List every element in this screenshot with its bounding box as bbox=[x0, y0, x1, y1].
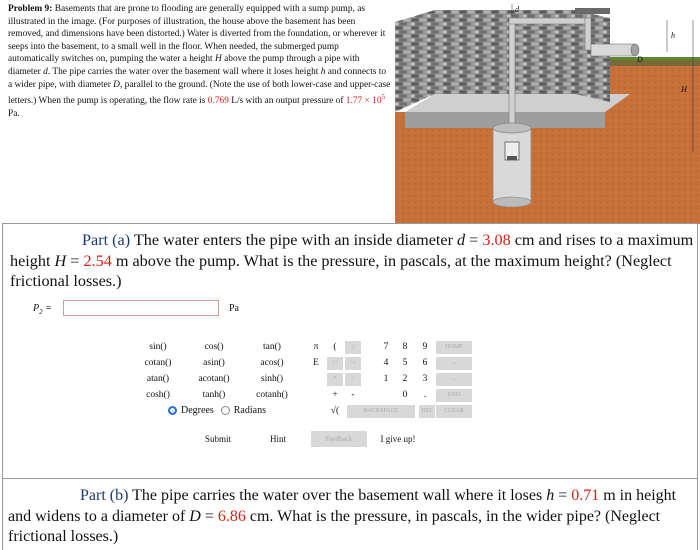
pressure-exponent: 5 bbox=[381, 93, 386, 102]
pressure-mantissa: 1.77 × 10 bbox=[345, 96, 382, 107]
part-a-eq: = bbox=[465, 231, 483, 249]
figure-label-D: D bbox=[637, 55, 643, 64]
sump-pump-diagram bbox=[395, 2, 700, 224]
calculator-keypad bbox=[138, 338, 478, 448]
part-b-D-value: 6.86 bbox=[217, 507, 246, 525]
key-9[interactable]: 9 bbox=[422, 342, 428, 352]
part-a-eq2: = bbox=[66, 251, 84, 270]
key-5[interactable]: 5 bbox=[402, 358, 408, 368]
key-sinh[interactable]: sinh() bbox=[260, 374, 284, 384]
part-b-question bbox=[8, 486, 698, 548]
part-a-d-value: 3.08 bbox=[482, 231, 511, 249]
part-b-title: Part (b) bbox=[80, 487, 129, 504]
answer-label-eq: = bbox=[42, 303, 52, 314]
answer-label bbox=[33, 303, 52, 316]
key-cotan[interactable]: cotan() bbox=[144, 358, 172, 368]
figure-label-d: d bbox=[515, 5, 519, 14]
key-backspace[interactable]: BACKSPACE bbox=[347, 405, 415, 418]
key-6[interactable]: 6 bbox=[422, 358, 428, 368]
problem-text-6: L/s with an output pressure of bbox=[228, 96, 346, 107]
give-up-button[interactable]: I give up! bbox=[380, 434, 416, 444]
key-cotanh[interactable]: cotanh() bbox=[256, 390, 288, 400]
angle-mode-group bbox=[168, 405, 266, 416]
figure-label-H: H bbox=[681, 85, 687, 94]
symbol-d: d bbox=[43, 66, 48, 77]
part-a-question bbox=[10, 230, 694, 292]
degrees-radio[interactable] bbox=[168, 406, 177, 415]
key-minus[interactable]: - bbox=[351, 390, 355, 400]
part-a-text-1: The water enters the pipe with an inside diameter bbox=[130, 231, 458, 249]
key-tan[interactable]: tan() bbox=[263, 342, 281, 352]
key-plus[interactable]: + bbox=[332, 390, 338, 400]
key-tanh[interactable]: tanh() bbox=[202, 390, 226, 400]
key-up-power[interactable]: ↑^ bbox=[327, 357, 343, 370]
key-1[interactable]: 1 bbox=[383, 374, 389, 384]
key-e[interactable]: E bbox=[313, 358, 319, 368]
part-a-panel bbox=[2, 223, 698, 479]
part-a-text-2: cm and rises to a maximum height bbox=[10, 231, 694, 270]
key-sin[interactable]: sin() bbox=[149, 342, 167, 352]
symbol-H: H bbox=[214, 54, 222, 65]
key-4[interactable]: 4 bbox=[383, 358, 389, 368]
key-divide[interactable]: / bbox=[345, 373, 361, 386]
key-clear[interactable]: CLEAR bbox=[436, 405, 472, 418]
part-b-text-2: m in height and widens to a diameter of bbox=[8, 487, 677, 525]
key-end[interactable]: END bbox=[436, 389, 472, 402]
part-b-text-1: The pipe carries the water over the basement wall where it loses bbox=[128, 487, 547, 504]
key-power-down[interactable]: ^↓ bbox=[345, 357, 361, 370]
problem-text-5: , parallel to the ground. (Note the use of both lower-case and upper-case letters.) When the pump is operating, the flow rate is bbox=[8, 79, 391, 107]
key-paren-open[interactable]: ( bbox=[333, 342, 337, 352]
hint-button[interactable]: Hint bbox=[269, 434, 286, 444]
symbol-h: h bbox=[320, 66, 326, 77]
part-a-text-3: m above the pump. What is the pressure, in pascals, at the maximum height? (Neglect frictional losses.) bbox=[10, 251, 672, 290]
figure-label-h: h bbox=[671, 31, 675, 40]
degrees-label: Degrees bbox=[181, 405, 214, 416]
part-b-panel bbox=[2, 479, 698, 550]
part-a-H-value: 2.54 bbox=[83, 251, 112, 270]
part-a-symbol-H: H bbox=[54, 251, 67, 270]
key-sqrt[interactable]: √( bbox=[330, 406, 340, 416]
problem-text-2: above the pump through a pipe with diameter bbox=[8, 54, 360, 77]
feedback-button[interactable]: Feedback bbox=[311, 431, 367, 447]
key-acotan[interactable]: acotan() bbox=[198, 374, 230, 384]
part-a-symbol-d: d bbox=[457, 231, 466, 249]
problem-label: Problem 9: bbox=[8, 4, 53, 14]
key-multiply[interactable]: * bbox=[327, 373, 343, 386]
answer-label-sub: 2 bbox=[39, 308, 43, 316]
key-home[interactable]: HOME bbox=[436, 341, 472, 354]
key-0[interactable]: 0 bbox=[402, 390, 408, 400]
key-paren-close[interactable]: ) bbox=[345, 341, 361, 354]
submit-button[interactable]: Submit bbox=[204, 434, 231, 444]
key-acos[interactable]: acos() bbox=[260, 358, 284, 368]
part-b-symbol-D: D bbox=[189, 507, 201, 525]
key-del[interactable]: DEL bbox=[419, 405, 435, 418]
part-b-eq2: = bbox=[200, 507, 218, 525]
radians-label: Radians bbox=[233, 405, 266, 416]
radians-radio[interactable] bbox=[221, 406, 230, 415]
key-cosh[interactable]: cosh() bbox=[146, 390, 170, 400]
key-8[interactable]: 8 bbox=[402, 342, 408, 352]
part-b-h-value: 0.71 bbox=[571, 487, 600, 504]
answer-unit: Pa bbox=[229, 303, 239, 314]
part-b-symbol-h: h bbox=[546, 487, 555, 504]
key-atan[interactable]: atan() bbox=[146, 374, 170, 384]
key-3[interactable]: 3 bbox=[422, 374, 428, 384]
sump-pump-illustration bbox=[395, 2, 700, 224]
part-a-title: Part (a) bbox=[82, 231, 131, 249]
answer-label-var: P bbox=[33, 303, 40, 314]
key-2[interactable]: 2 bbox=[402, 374, 408, 384]
answer-input[interactable] bbox=[63, 300, 219, 316]
problem-text-1: Basements that are prone to flooding are generally equipped with a sump pump, as illustrated in the image. (For purposes of illustration, the house above the basement has been removed, and dimensions have been distorted.) Water is diverted from the foundation, or wherever it seeps into the basement, to a small well in the floor. When needed, the submerged pump automatically switches on, pumping the water a height bbox=[8, 4, 386, 65]
part-b-eq: = bbox=[554, 487, 572, 504]
key-dot[interactable]: . bbox=[423, 390, 427, 400]
key-cos[interactable]: cos() bbox=[204, 342, 224, 352]
symbol-D: D bbox=[113, 79, 120, 90]
flow-rate-value: 0.769 bbox=[207, 96, 229, 107]
key-arrow-left[interactable]: ← bbox=[436, 373, 472, 386]
part-b-text-3: cm. What is the pressure, in pascals, in the wider pipe? (Neglect frictional losses.) bbox=[8, 507, 661, 545]
problem-text-4: and connects to a wider pipe, with diameter bbox=[8, 66, 387, 90]
pressure-value bbox=[345, 93, 386, 107]
key-7[interactable]: 7 bbox=[383, 342, 389, 352]
problem-statement bbox=[8, 3, 391, 120]
problem-text-7: Pa. bbox=[8, 108, 20, 119]
key-pi[interactable]: π bbox=[313, 342, 319, 352]
problem-text-3: . The pipe carries the water over the basement wall where it loses height bbox=[47, 66, 321, 77]
key-arrow-right[interactable]: → bbox=[436, 357, 472, 370]
key-asin[interactable]: asin() bbox=[203, 358, 225, 368]
